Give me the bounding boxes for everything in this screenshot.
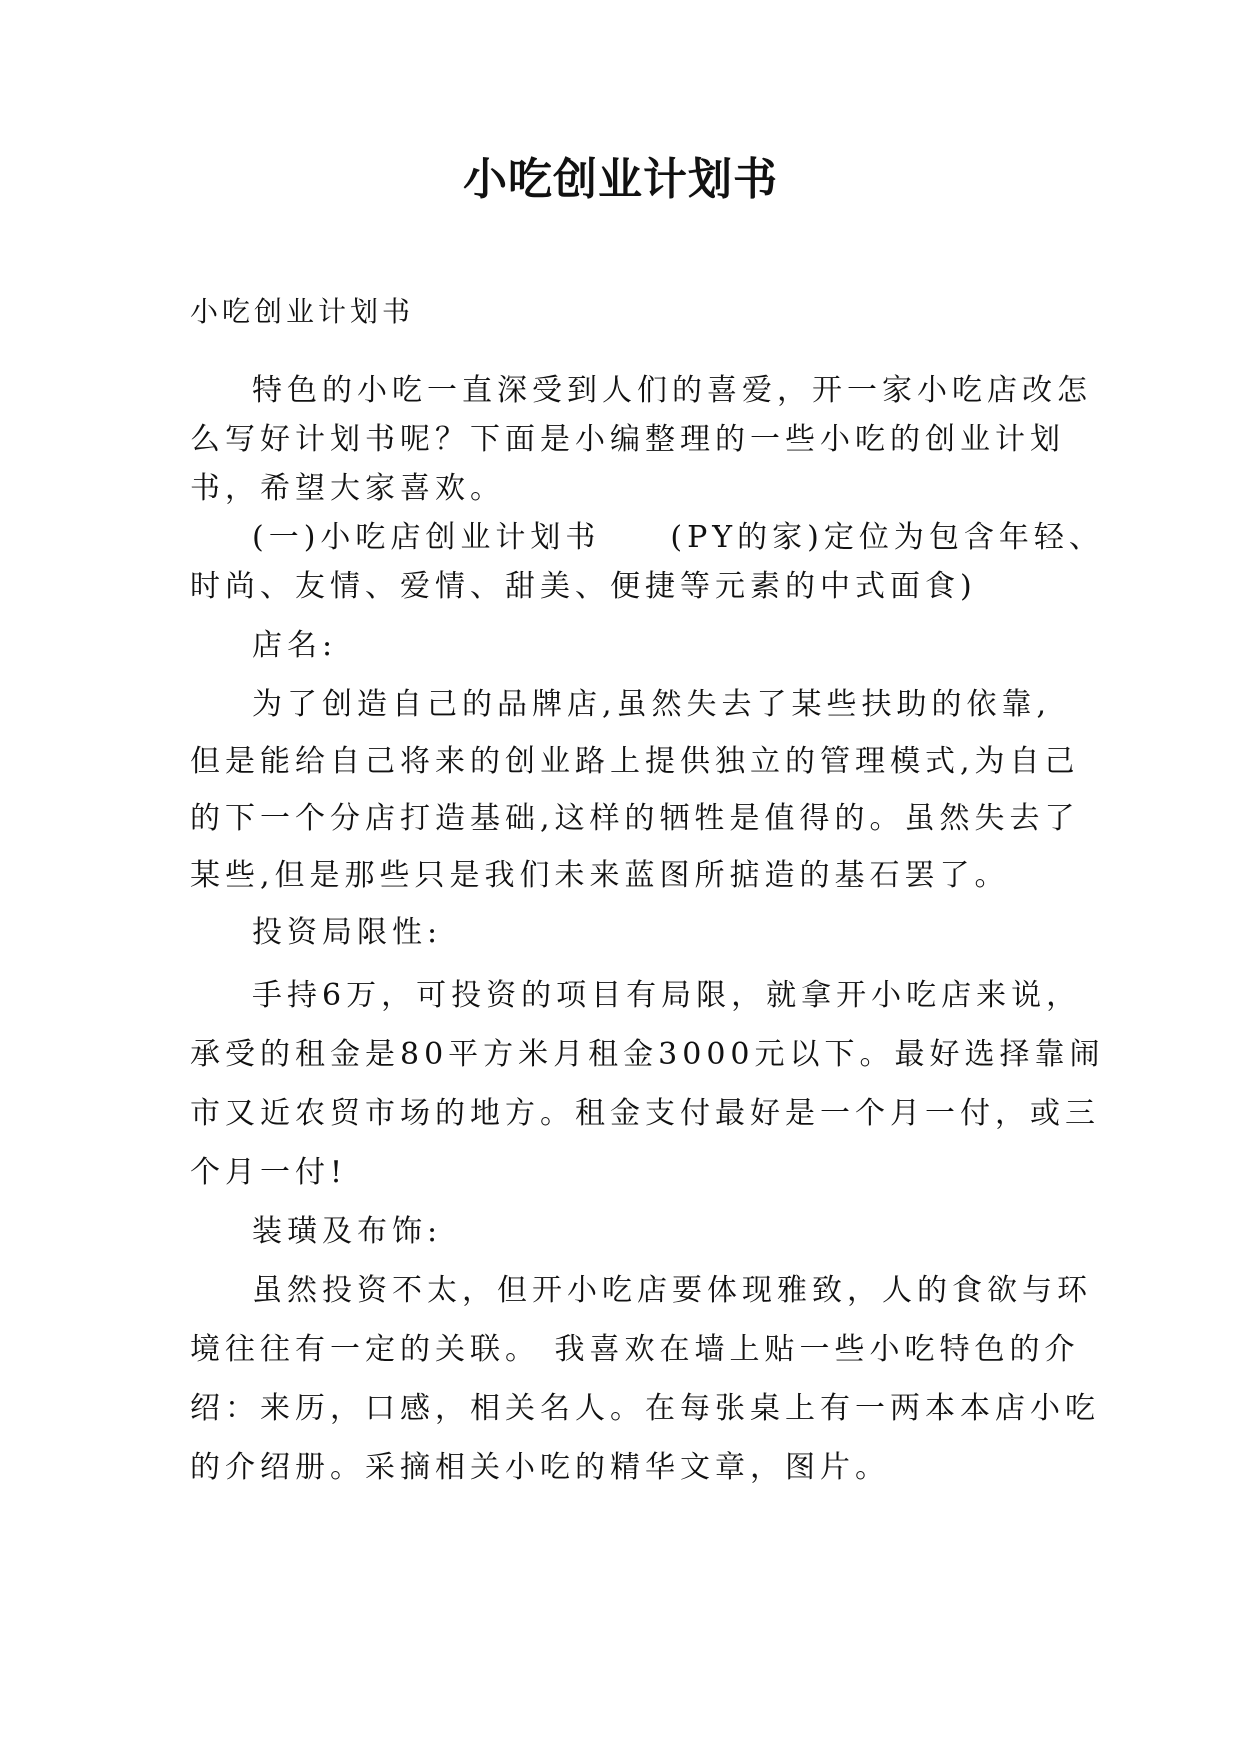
body-line: 个月一付! [190, 1155, 348, 1190]
body-line: 市又近农贸市场的地方。租金支付最好是一个月一付，或三 [190, 1096, 1100, 1131]
section-note: (PY的家)定位为包含年轻、 [670, 520, 1104, 555]
body-line: 某些,但是那些只是我们未来蓝图所掂造的基石罢了。 [190, 858, 1010, 893]
body-line: 书，希望大家喜欢。 [190, 471, 505, 506]
section-label: 装璜及布饰: [252, 1214, 443, 1249]
body-line: 虽然投资不太，但开小吃店要体现雅致，人的食欲与环 [252, 1273, 1092, 1308]
body-line: 的下一个分店打造基础,这样的牺牲是值得的。虽然失去了 [190, 801, 1080, 836]
document-subtitle: 小吃创业计划书 [190, 295, 415, 328]
document-title: 小吃创业计划书 [463, 154, 778, 205]
body-line-heading [252, 518, 1104, 558]
section-heading: (一)小吃店创业计划书 [252, 520, 601, 555]
body-line: 么写好计划书呢？下面是小编整理的一些小吃的创业计划 [190, 422, 1065, 457]
section-label: 店名: [252, 628, 338, 663]
body-line: 绍：来历，口感，相关名人。在每张桌上有一两本本店小吃 [190, 1391, 1100, 1426]
body-line: 的介绍册。采摘相关小吃的精华文章，图片。 [190, 1450, 890, 1485]
body-line: 时尚、友情、爱情、甜美、便捷等元素的中式面食) [190, 569, 977, 604]
body-line: 境往往有一定的关联。 我喜欢在墙上贴一些小吃特色的介 [190, 1332, 1080, 1367]
section-label: 投资局限性: [252, 915, 443, 950]
body-line: 但是能给自己将来的创业路上提供独立的管理模式,为自己 [190, 744, 1080, 779]
body-line: 特色的小吃一直深受到人们的喜爱，开一家小吃店改怎 [252, 373, 1092, 408]
body-line: 手持6万，可投资的项目有局限，就拿开小吃店来说， [252, 978, 1082, 1013]
body-line: 承受的租金是80平方米月租金3000元以下。最好选择靠闹 [190, 1037, 1105, 1072]
body-line: 为了创造自己的品牌店,虽然失去了某些扶助的依靠, [252, 687, 1052, 722]
